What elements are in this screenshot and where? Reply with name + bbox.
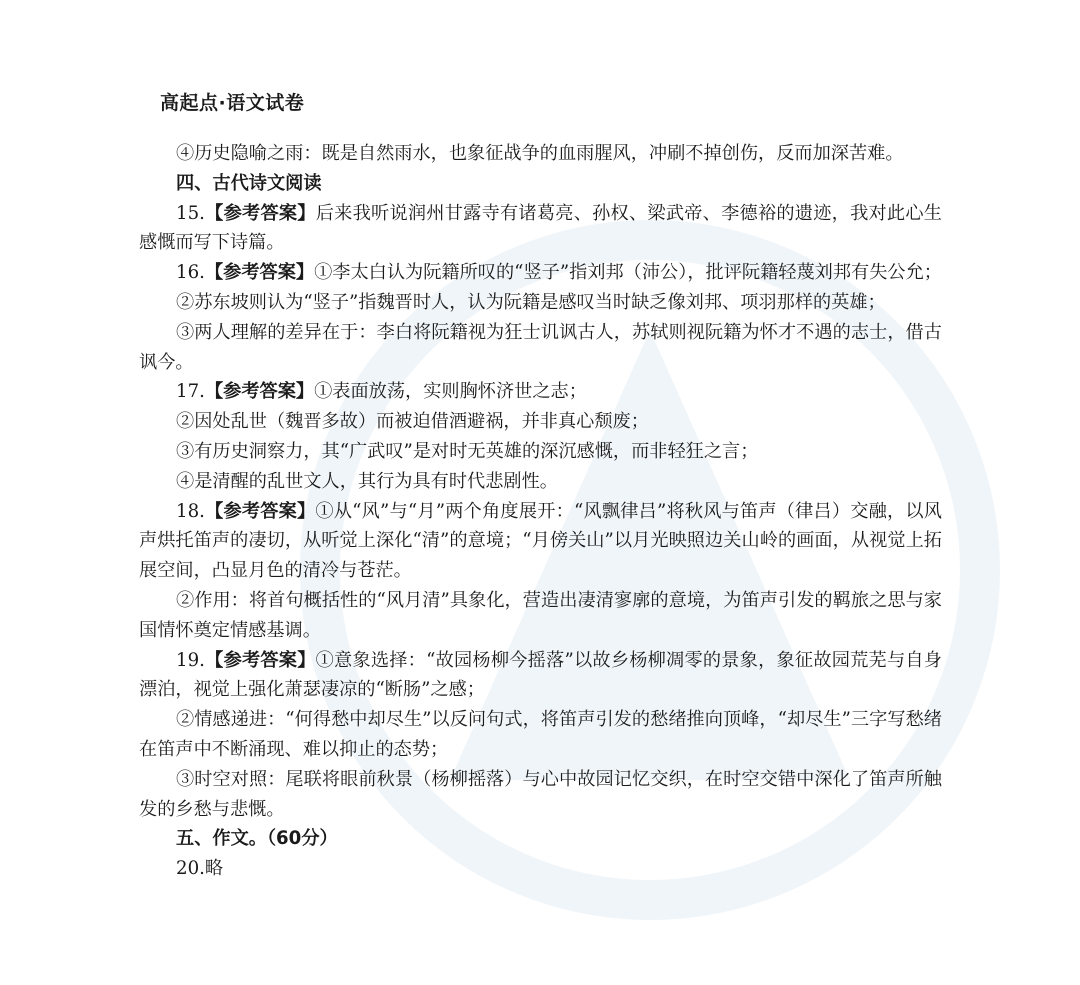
paragraph-text: ②作用：将首句概括性的“风月清”具象化，营造出凄清寥廓的意境，为笛声引发的羁旅之思与家国情怀奠定情感基调。: [139, 589, 942, 641]
answer-text: ①李太白认为阮籍所叹的“竖子”指刘邦（沛公），批评阮籍轻蔑刘邦有失公允；: [314, 262, 942, 284]
text-paragraph: [139, 437, 942, 467]
answer-text: ①表面放荡，实则胸怀济世之志；: [314, 381, 587, 403]
question-number: 16.: [176, 262, 205, 284]
answer-paragraph: [139, 377, 942, 407]
question-number: 15.: [176, 202, 205, 224]
answer-label: 【参考答案】: [204, 202, 316, 224]
paragraph-text: ②因处乱世（魏晋多故）而被迫借酒避祸，并非真心颓废；: [176, 411, 649, 433]
text-paragraph: [139, 705, 942, 765]
text-paragraph: [139, 139, 942, 169]
answer-label: 【参考答案】: [204, 500, 316, 522]
answer-label: 【参考答案】: [204, 262, 315, 284]
paragraph-text: ③两人理解的差异在于：李白将阮籍视为狂士讥讽古人，苏轼则视阮籍为怀才不遇的志士，借古讽今。: [139, 321, 942, 373]
section-heading: [139, 169, 942, 199]
paragraph-text: ④是清醒的乱世文人，其行为具有时代悲剧性。: [176, 470, 558, 492]
text-paragraph: [139, 467, 942, 497]
answer-paragraph: [139, 258, 942, 288]
answer-content: [139, 139, 942, 884]
page-header: 高起点·语文试卷: [160, 92, 305, 114]
text-paragraph: [139, 318, 942, 378]
answer-paragraph: [139, 497, 942, 586]
answer-text: 后来我听说润州甘露寺有诸葛亮、孙权、梁武帝、李德裕的遗迹，我对此心生感慨而写下诗篇。: [139, 202, 942, 254]
section-heading-text: 四、古代诗文阅读: [176, 172, 322, 194]
paragraph-text: ②苏东坡则认为“竖子”指魏晋时人，认为阮籍是感叹当时缺乏像刘邦、项羽那样的英雄；: [176, 291, 886, 313]
answer-text: ①意象选择：“故园杨柳今摇落”以故乡杨柳凋零的景象，象征故园荒芜与自身漂泊，视觉上强化萧瑟凄凉的“断肠”之感；: [139, 649, 942, 701]
section-heading: [139, 824, 942, 854]
answer-paragraph: [139, 646, 942, 706]
answer-paragraph: [139, 199, 942, 259]
question-number: 17.: [176, 381, 205, 403]
paragraph-text: ③有历史洞察力，其“广武叹”是对时无英雄的深沉感慨，而非轻狂之言；: [176, 440, 759, 462]
paragraph-text: ②情感递进：“何得愁中却尽生”以反问句式，将笛声引发的愁绪推向顶峰，“却尽生”三字写愁绪在笛声中不断涌现、难以抑止的态势；: [139, 709, 942, 760]
question-number: 19.: [176, 649, 205, 671]
paragraph-text: ③时空对照：尾联将眼前秋景（杨柳摇落）与心中故园记忆交织，在时空交错中深化了笛声所触发的乡愁与悲慨。: [139, 768, 942, 820]
answer-label: 【参考答案】: [204, 381, 315, 403]
answer-label: 【参考答案】: [204, 649, 316, 671]
text-paragraph: [139, 288, 942, 318]
text-paragraph: [139, 407, 942, 437]
text-paragraph: [139, 854, 942, 884]
text-paragraph: [139, 586, 942, 646]
question-number: 18.: [176, 500, 205, 522]
answer-text: ①从“风”与“月”两个角度展开：“风飘律吕”将秋风与笛声（律吕）交融，以风声烘托笛声的凄切，从听觉上深化“清”的意境；“月傍关山”以月光映照边关山岭的画面，从视觉上拓展空间，凸显月色的清冷与苍茫。: [139, 500, 942, 582]
paragraph-text: 20.略: [176, 858, 224, 880]
paragraph-text: ④历史隐喻之雨：既是自然雨水，也象征战争的血雨腥风，冲刷不掉创伤，反而加深苦难。: [176, 143, 904, 164]
section-heading-text: 五、作文。（60分）: [176, 828, 338, 850]
text-paragraph: [139, 765, 942, 825]
